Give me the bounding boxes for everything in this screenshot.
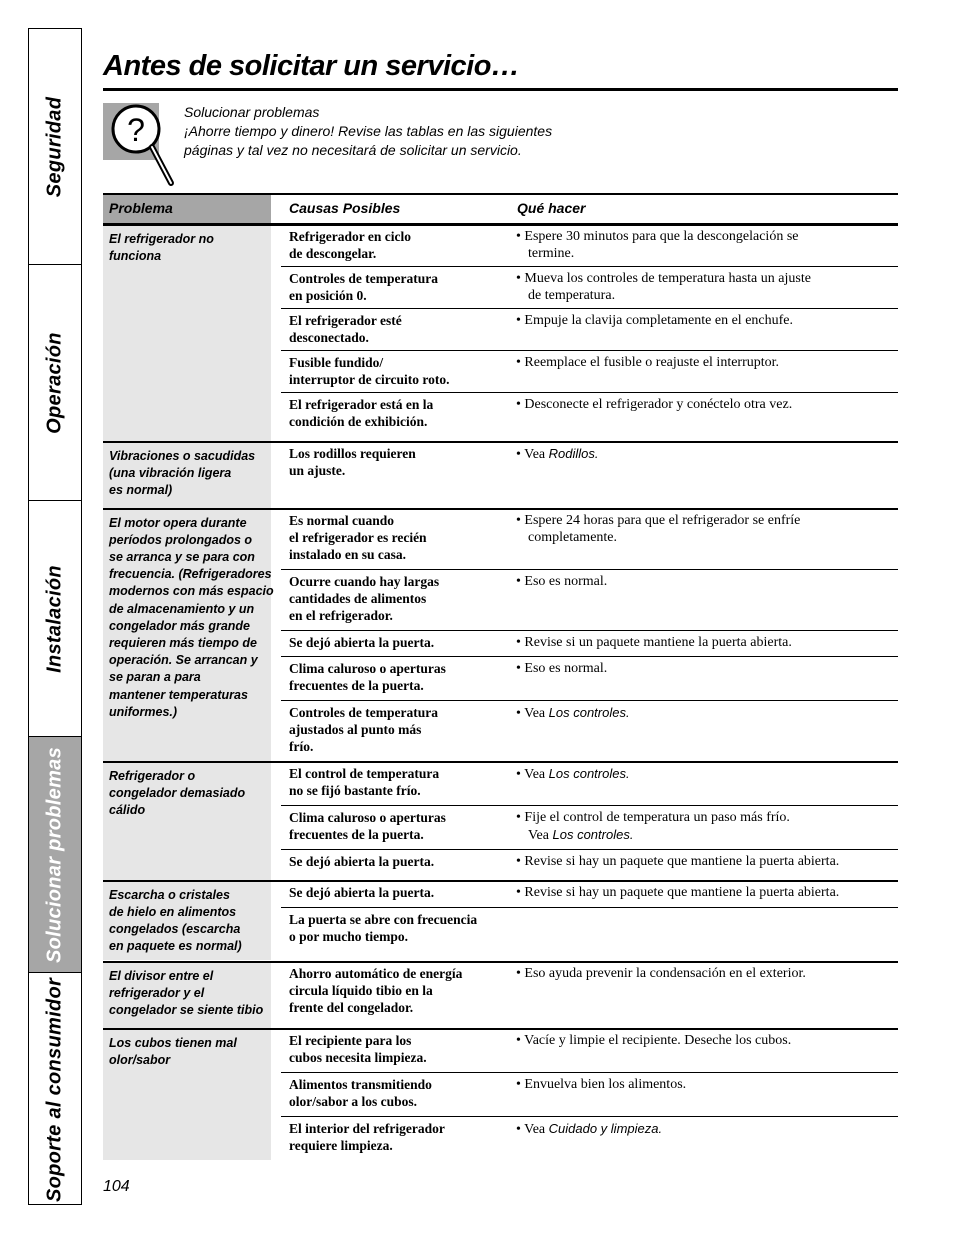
problem-group — [103, 961, 898, 1028]
todo-line: • Revise si hay un paquete que mantiene la puerta abierta. — [516, 885, 840, 900]
todo-line — [516, 1120, 662, 1138]
todo-cell — [516, 312, 793, 329]
problem-line: congelados (escarcha — [109, 921, 241, 936]
todo-cell — [516, 965, 806, 982]
tab-operacion[interactable] — [29, 265, 81, 501]
table-row — [281, 961, 898, 1028]
table-row — [281, 805, 898, 849]
problem-cell — [103, 226, 271, 442]
problem-line: El motor opera durante — [109, 515, 247, 530]
table-row — [281, 700, 898, 761]
todo-cell — [516, 573, 607, 590]
todo-line: completamente. — [528, 530, 618, 545]
cause-line: Controles de temperatura — [289, 705, 438, 720]
cause-line: no se fijó bastante frío. — [289, 783, 421, 798]
cause-line: El recipiente para los — [289, 1033, 412, 1048]
problem-cell — [103, 510, 274, 762]
cause-line: Refrigerador en ciclo — [289, 229, 411, 244]
cause-cell — [289, 573, 509, 624]
problem-cell — [103, 963, 271, 1029]
column-header-causas: Causas Posibles — [289, 200, 401, 216]
tab-soporte-consumidor[interactable] — [29, 973, 81, 1206]
todo-line — [516, 445, 599, 463]
cause-line: frío. — [289, 739, 314, 754]
problem-cell — [103, 1030, 271, 1161]
todo-cell — [516, 512, 800, 546]
column-header-problema: Problema — [103, 195, 271, 223]
cause-line: olor/sabor a los cubos. — [289, 1094, 418, 1109]
table-row — [281, 350, 898, 392]
problem-line: cálido — [109, 802, 146, 817]
tab-instalacion[interactable] — [29, 501, 81, 737]
todo-prefix: • Vea — [516, 1122, 549, 1137]
table-header — [103, 195, 898, 224]
problem-text — [109, 968, 269, 1020]
todo-line: • Fije el control de temperatura un paso más frío. — [516, 810, 790, 825]
cause-line: Fusible fundido/ — [289, 355, 384, 370]
cause-line: instalado en su casa. — [289, 547, 407, 562]
todo-line: • Espere 30 minutos para que la descongelación se — [516, 229, 799, 244]
cause-cell — [289, 660, 509, 694]
problem-line: congelador se siente tibio — [109, 1002, 264, 1017]
cause-line: cubos necesita limpieza. — [289, 1050, 427, 1065]
todo-prefix: • Vea — [516, 706, 549, 721]
todo-prefix: • Vea — [516, 767, 549, 782]
problem-group — [103, 761, 898, 880]
cause-cell — [289, 396, 509, 430]
cause-cell — [289, 884, 509, 901]
problem-line: Vibraciones o sacudidas — [109, 448, 256, 463]
cause-line: de descongelar. — [289, 246, 377, 261]
problem-line: mantener temperaturas — [109, 687, 248, 702]
problem-line: operación. Se arrancan y — [109, 653, 258, 668]
cause-line: el refrigerador es recién — [289, 530, 427, 545]
problem-line: frecuencia. (Refrigeradores — [109, 567, 272, 582]
problem-line: congelador demasiado — [109, 785, 246, 800]
cause-line: cantidades de alimentos — [289, 591, 427, 606]
cause-line: Alimentos transmitiendo — [289, 1077, 432, 1092]
problem-cell — [103, 443, 271, 509]
todo-cell — [516, 884, 839, 901]
tab-label: Solucionar problemas — [43, 746, 66, 963]
cause-cell — [289, 911, 509, 945]
todo-cell — [516, 634, 792, 651]
cause-cell — [289, 1120, 509, 1154]
todo-cell — [516, 1076, 686, 1093]
cause-cell — [289, 445, 509, 479]
cause-line: Los rodillos requieren — [289, 446, 416, 461]
table-row — [281, 308, 898, 350]
problem-line: Escarcha o cristales — [109, 887, 230, 902]
cause-line: El refrigerador esté — [289, 313, 402, 328]
todo-cell — [516, 354, 779, 371]
todo-line: • Eso ayuda prevenir la condensación en el exterior. — [516, 966, 806, 981]
problem-group — [103, 224, 898, 441]
todo-prefix: Vea — [528, 828, 553, 843]
section-sidebar — [28, 28, 82, 1205]
cause-line: requiere limpieza. — [289, 1138, 393, 1153]
cause-cell — [289, 965, 509, 1016]
cause-cell — [289, 704, 509, 755]
problem-text — [109, 1035, 269, 1069]
tab-label: Operación — [43, 331, 66, 434]
problem-line: es normal) — [109, 482, 173, 497]
intro-heading: Solucionar problemas — [184, 104, 320, 120]
todo-line: • Revise si hay un paquete que mantiene la puerta abierta. — [516, 854, 840, 869]
problem-group — [103, 441, 898, 508]
todo-cell — [516, 660, 607, 677]
problem-cell — [103, 882, 271, 961]
table-row — [281, 907, 898, 960]
todo-cell — [516, 1120, 662, 1138]
todo-reference: Los controles. — [548, 705, 630, 720]
todo-line: • Eso es normal. — [516, 661, 608, 676]
todo-line: • Espere 24 horas para que el refrigerador se enfríe — [516, 513, 801, 528]
todo-reference: Cuidado y limpieza. — [548, 1121, 663, 1136]
todo-line: termine. — [528, 246, 575, 261]
problem-cell — [103, 763, 271, 881]
problem-line: requieren más tiempo de — [109, 635, 257, 650]
cause-cell — [289, 634, 509, 651]
todo-line — [516, 765, 630, 783]
cause-cell — [289, 270, 509, 304]
intro-line: ¡Ahorre tiempo y dinero! Revise las tablas en las siguientes — [184, 123, 553, 139]
title-rule — [103, 88, 898, 91]
problem-line: se paran a para — [109, 670, 201, 685]
cause-line: interruptor de circuito roto. — [289, 372, 450, 387]
cause-line: Es normal cuando — [289, 513, 395, 528]
table-row — [281, 569, 898, 630]
cause-line: Ocurre cuando hay largas — [289, 574, 440, 589]
cause-line: en posición 0. — [289, 288, 367, 303]
problem-line: congelador más grande — [109, 618, 251, 633]
cause-line: El interior del refrigerador — [289, 1121, 445, 1136]
tab-seguridad[interactable] — [29, 29, 81, 265]
problem-line: (una vibración ligera — [109, 465, 232, 480]
cause-cell — [289, 1076, 509, 1110]
cause-cell — [289, 512, 509, 563]
todo-cell — [516, 445, 599, 463]
todo-cell — [516, 270, 811, 304]
table-row — [281, 1028, 898, 1072]
problem-line: El refrigerador no — [109, 231, 214, 246]
table-row — [281, 441, 898, 508]
cause-line: o por mucho tiempo. — [289, 929, 409, 944]
todo-line: • Reemplace el fusible o reajuste el interruptor. — [516, 355, 780, 370]
problem-text — [109, 448, 269, 500]
tab-label: Instalación — [43, 564, 66, 673]
cause-line: Ahorro automático de energía — [289, 966, 463, 981]
cause-line: circula líquido tibio en la — [289, 983, 433, 998]
table-row — [281, 1072, 898, 1116]
problem-group — [103, 880, 898, 960]
problem-line: refrigerador y el — [109, 985, 205, 1000]
intro-text — [184, 103, 552, 160]
table-row — [281, 630, 898, 656]
todo-line: • Empuje la clavija completamente en el enchufe. — [516, 313, 793, 328]
todo-line: de temperatura. — [528, 288, 616, 303]
todo-cell — [516, 809, 790, 844]
todo-line: • Desconecte el refrigerador y conéctelo otra vez. — [516, 397, 793, 412]
problem-line: funciona — [109, 248, 162, 263]
todo-reference: Los controles. — [552, 827, 634, 842]
cause-line: un ajuste. — [289, 463, 346, 478]
cause-line: La puerta se abre con frecuencia — [289, 912, 478, 927]
cause-cell — [289, 853, 509, 870]
todo-line: • Revise si un paquete mantiene la puerta abierta. — [516, 635, 792, 650]
table-row — [281, 508, 898, 569]
problem-line: en paquete es normal) — [109, 939, 242, 954]
problem-line: se arranca y se para con — [109, 549, 255, 564]
table-row — [281, 266, 898, 308]
problem-line: uniformes.) — [109, 704, 178, 719]
problem-line: de almacenamiento y un — [109, 601, 255, 616]
problem-group — [103, 1028, 898, 1160]
table-row — [281, 880, 898, 907]
cause-cell — [289, 312, 509, 346]
problem-text — [109, 887, 269, 956]
page-title: Antes de solicitar un servicio… — [103, 50, 520, 82]
todo-cell — [516, 853, 839, 870]
cause-line: Clima caluroso o aperturas — [289, 661, 446, 676]
todo-line: • Eso es normal. — [516, 574, 608, 589]
todo-line — [516, 826, 790, 844]
problem-line: períodos prolongados o — [109, 532, 253, 547]
cause-line: desconectado. — [289, 330, 369, 345]
problem-line: Los cubos tienen mal — [109, 1035, 237, 1050]
todo-reference: Rodillos. — [548, 446, 599, 461]
cause-cell — [289, 1032, 509, 1066]
cause-line: El control de temperatura — [289, 766, 440, 781]
todo-line: • Mueva los controles de temperatura hasta un ajuste — [516, 271, 811, 286]
table-row — [281, 392, 898, 441]
cause-line: frente del congelador. — [289, 1000, 414, 1015]
cause-cell — [289, 354, 509, 388]
problem-text — [109, 768, 269, 820]
problem-text — [109, 231, 269, 265]
problem-line: olor/sabor — [109, 1052, 171, 1067]
column-header-que-hacer: Qué hacer — [517, 200, 586, 216]
intro-line: páginas y tal vez no necesitará de solicitar un servicio. — [184, 142, 522, 158]
table-row — [281, 224, 898, 266]
todo-cell — [516, 1032, 791, 1049]
todo-line — [516, 704, 630, 722]
todo-cell — [516, 765, 630, 783]
cause-line: frecuentes de la puerta. — [289, 678, 424, 693]
todo-reference: Los controles. — [548, 766, 630, 781]
problem-line: modernos con más espacio — [109, 584, 274, 599]
todo-cell — [516, 396, 792, 413]
problem-line: de hielo en alimentos — [109, 904, 237, 919]
todo-cell — [516, 228, 798, 262]
cause-line: Clima caluroso o aperturas — [289, 810, 446, 825]
cause-cell — [289, 765, 509, 799]
cause-line: Se dejó abierta la puerta. — [289, 885, 435, 900]
cause-line: condición de exhibición. — [289, 414, 428, 429]
table-row — [281, 656, 898, 700]
problem-text — [109, 515, 274, 721]
cause-line: Se dejó abierta la puerta. — [289, 635, 435, 650]
problem-group — [103, 508, 898, 761]
problem-line: El divisor entre el — [109, 968, 214, 983]
svg-text:?: ? — [127, 112, 145, 148]
page-number: 104 — [103, 1178, 130, 1195]
cause-cell — [289, 228, 509, 262]
todo-line: • Vacíe y limpie el recipiente. Deseche los cubos. — [516, 1033, 792, 1048]
tab-label: Soporte al consumidor — [43, 977, 66, 1202]
tab-label: Seguridad — [43, 96, 66, 197]
cause-line: El refrigerador está en la — [289, 397, 434, 412]
todo-line: • Envuelva bien los alimentos. — [516, 1077, 687, 1092]
tab-solucionar-problemas[interactable] — [29, 737, 81, 973]
table-row — [281, 761, 898, 805]
magnifier-question-icon — [103, 103, 183, 189]
cause-line: Se dejó abierta la puerta. — [289, 854, 435, 869]
cause-line: ajustados al punto más — [289, 722, 422, 737]
cause-cell — [289, 809, 509, 843]
todo-cell — [516, 704, 630, 722]
cause-line: en el refrigerador. — [289, 608, 393, 623]
todo-prefix: • Vea — [516, 447, 549, 462]
cause-line: Controles de temperatura — [289, 271, 438, 286]
table-row — [281, 1116, 898, 1160]
problem-line: Refrigerador o — [109, 768, 196, 783]
table-row — [281, 849, 898, 880]
cause-line: frecuentes de la puerta. — [289, 827, 424, 842]
